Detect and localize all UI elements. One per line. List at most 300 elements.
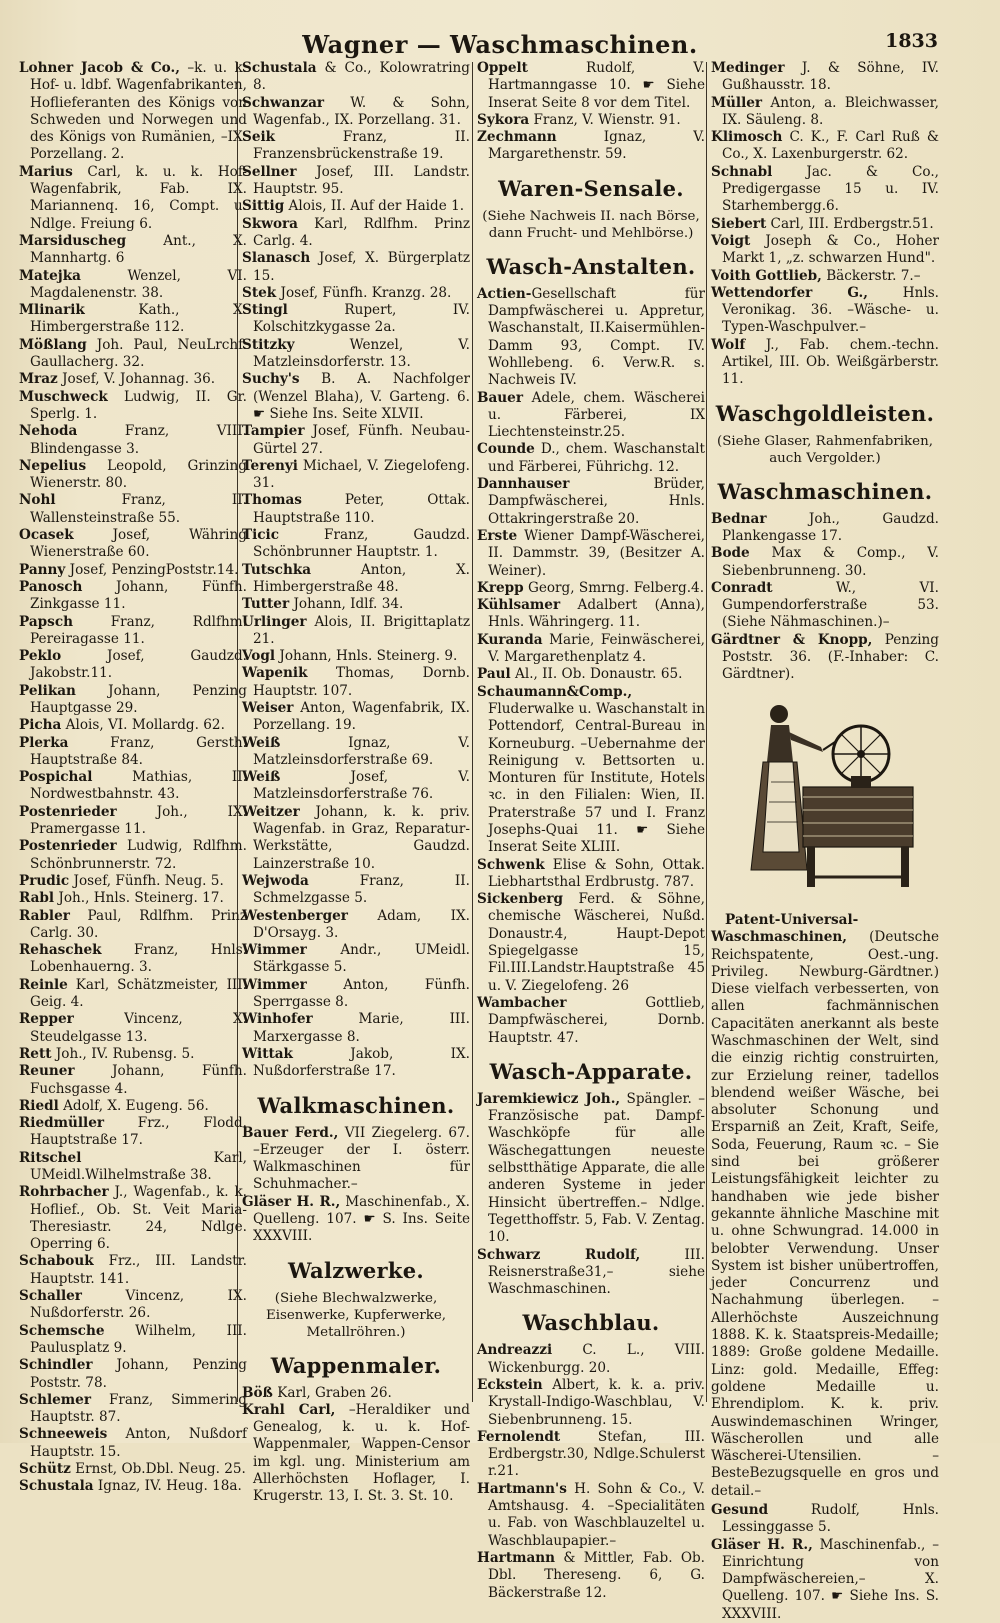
entry-details: Joseph & Co., Hoher Markt 1, „z. schwarzen Hund". (722, 232, 939, 267)
directory-entry (19, 683, 247, 718)
entry-details: Josef, Gaudzd. Jakobstr.11. (30, 648, 247, 682)
directory-entry (477, 632, 705, 667)
entry-name: Sellner (242, 163, 297, 180)
entry-details: Ant., X. Mannhartg. 6 (30, 232, 247, 267)
directory-entry (477, 390, 705, 442)
entry-name: Schabouk (19, 1253, 94, 1270)
entry-name: Gesund (711, 1502, 769, 1518)
entry-details: Franz, Simmering Hauptstr. 87. (30, 1391, 247, 1426)
entry-name: Stitzky (242, 336, 295, 353)
entry-details: H. Sohn & Co., V. Amtshausg. 4. –Specialitäten u. Fab. von Waschblauzeltel u. Waschblaupapier.– (488, 1480, 705, 1549)
entry-details: Paul, Rdlfhm. Prinz Carlg. 30. (30, 907, 247, 941)
entry-name: Ocasek (19, 527, 74, 544)
directory-entry (242, 458, 470, 493)
entry-name: Winhofer (242, 1011, 313, 1028)
directory-entry (711, 129, 939, 164)
entry-name: Westenberger (242, 907, 348, 924)
directory-entry (19, 233, 247, 268)
entry-details: Anton, Nußdorf Hauptstr. 15. (30, 1426, 247, 1460)
entry-details: Johann, Idlf. 34. (289, 596, 404, 613)
entry-details: Jakob, IX. Nußdorferstraße 17. (253, 1045, 470, 1080)
directory-entry (711, 216, 939, 233)
entry-name: Bednar (711, 510, 767, 527)
directory-entry (242, 1125, 470, 1194)
entry-name: Riedmüller (19, 1115, 105, 1132)
entry-name: Krepp (477, 579, 524, 596)
entry-name: Wimmer (242, 942, 307, 959)
entry-name: Ritschel (19, 1149, 82, 1166)
entry-details: Rupert, IV. Kolschitzkygasse 2a. (253, 302, 470, 336)
entry-details: Josef, Währing Wienerstraße 60. (30, 527, 247, 561)
directory-entry (477, 1550, 705, 1602)
advertisement-body: (Deutsche Reichspatente, Oest.-ung. Privileg. Newburg-Gärdtner.) Diese vielfach verbesserten, von allen fachmännischen Capacitäten anerkannt als beste Waschmaschinen der Welt, sind die einzig richtig construirten, zur Erzielung reiner, tadellos blendend weißer Wäsche, bei absoluter Schonung und Ersparniß an Zeit, Kraft, Seife, Soda, Feuerung, Raum ꝛc. – Sie sind bei größerer Leistungsfähigkeit leichter zu handhaben wie jede bisher gekannte ähnliche Maschine mit u. ohne Schwungrad. 14.000 in belobter Verwendung. Unser System ist bisher unübertroffen, jeder Concurrenz und Nachahmung überlegen. – Allerhöchste Auszeichnung 1888. K. k. Staatspreis-Medaille; 1889: Große goldene Medaille. Linz: gold. Medaille, Effeg: goldene Medaille u. Ehrendiplom. K. k. priv. Auswindemaschinen Wringer, Wäscherollen und alle Wäscherei-Utensilien. – BesteBezugsquelle en gros und detail.– (711, 929, 939, 1499)
entry-name: Postenrieder (19, 803, 117, 820)
entry-details: Joh., IV. Rubensg. 5. (51, 1045, 195, 1062)
entry-details: Mathias, II. Nordwestbahnstr. 43. (30, 769, 247, 803)
entry-details: Franz, Gersth. Hauptstraße 84. (30, 734, 247, 768)
entry-details: Franz, Hnls. Lobenhauerng. 3. (30, 942, 247, 976)
section-note: (Siehe Blechwalzwerke, Eisenwerke, Kupferwerke, Metallröhren.) (265, 1290, 447, 1340)
washing-machine-illustration (711, 692, 939, 897)
directory-entry (477, 684, 705, 857)
entry-details: Alois, II. Auf der Haide 1. (284, 198, 465, 215)
entry-name: Panosch (19, 578, 83, 595)
entry-name: Plerka (19, 734, 69, 751)
directory-entry (242, 95, 470, 130)
directory-entry (242, 908, 470, 943)
directory-entry (19, 1392, 247, 1427)
column-4 (711, 60, 940, 1622)
entry-details: Georg, Smrng. Felberg.4. (523, 579, 705, 596)
directory-entry (19, 769, 247, 804)
directory-entry (19, 389, 247, 424)
directory-entry (19, 1253, 247, 1288)
entry-details: Joh. Paul, NeuLrchf. Gaullacherg. 32. (30, 336, 247, 371)
entry-name: Counde (477, 441, 535, 458)
entry-name: Zechmann (477, 129, 557, 146)
entry-details: Ludwig, Rdlfhm. Schönbrunnerstr. 72. (30, 838, 247, 872)
entry-name: Slanasch (242, 250, 311, 267)
directory-entry (477, 580, 705, 597)
entry-details: –k. u. k. Hof- u. ldbf. Wagenfabrikanten, Hoflieferanten des Königs von Schweden und Norwegen und des Königs von Rumänien, –IX. Porzellang. 2. (30, 60, 248, 163)
entry-name: Bauer Ferd., (242, 1124, 339, 1141)
entry-details: Adam, IX. D'Orsayg. 3. (253, 907, 470, 941)
directory-entry (19, 1046, 247, 1063)
entry-name: Voigt (711, 232, 751, 249)
entry-details: Joh., Hnls. Steinerg. 17. (54, 890, 224, 907)
entry-details: Max & Comp., V. Siebenbrunneng. 30. (722, 545, 939, 579)
entry-name: Pospichal (19, 769, 93, 786)
entry-details: J. & Söhne, IV. Gußhausstr. 18. (722, 60, 939, 94)
entry-name: Schwarz Rudolf, (477, 1246, 641, 1263)
entry-name: Hartmann's (477, 1480, 567, 1497)
entry-details: Johann, Hnls. Steinerg. 9. (275, 648, 458, 665)
directory-entry (19, 1323, 247, 1358)
entry-details: Vincenz, X. Steudelgasse 13. (30, 1011, 247, 1045)
section-heading: Wappenmaler. (270, 1352, 442, 1378)
entry-name: Matejka (19, 267, 81, 284)
entry-details: Karl, Schätzmeister, III. Geig. 4. (30, 976, 247, 1011)
directory-entry (477, 1481, 705, 1550)
entry-name: Andreazzi (477, 1342, 553, 1359)
entry-details: W., VI. Gumpendorferstraße 53. (Siehe Nähmaschinen.)– (722, 579, 939, 631)
entry-name: Dannhauser (477, 476, 570, 493)
entry-details: Rudolf, Hnls. Lessinggasse 5. (722, 1502, 939, 1536)
directory-entry (477, 1091, 705, 1247)
directory-entry (19, 1478, 247, 1495)
entry-details: Josef, X. Bürgerplatz 15. (253, 250, 470, 284)
entry-name: Reuner (19, 1063, 75, 1080)
entry-name: Schaumann&Comp., (477, 683, 633, 700)
directory-entry (19, 717, 247, 734)
directory-entry (711, 1502, 939, 1537)
directory-entry (242, 492, 470, 527)
directory-entry (477, 857, 705, 892)
entry-details: Gottlieb, Dampfwäscherei, Dornb. Hauptstr. 47. (488, 994, 705, 1046)
entry-details: Jac. & Co., Predigergasse 15 u. IV. Starhembergg.6. (722, 163, 939, 215)
directory-entry (19, 942, 247, 977)
directory-entry (19, 1426, 247, 1461)
directory-entry (477, 112, 705, 129)
directory-entry (477, 666, 705, 683)
entry-details: Franz, II. Schmelzgasse 5. (253, 872, 470, 907)
entry-details: C. K., F. Carl Ruß & Co., X. Laxenburgerstr. 62. (722, 129, 939, 163)
entry-details: Josef, V. Matzleinsdorferstraße 76. (253, 769, 470, 803)
directory-entry (19, 579, 247, 614)
entry-details: Leopold, Grinzing Wienerstr. 80. (30, 457, 247, 492)
entry-details: Johann, k. k. priv. Wagenfab. in Graz, Reparatur-Werkstätte, Gaudzd. Lainzerstraße 10. (253, 803, 470, 872)
entry-name: Böß (242, 1384, 273, 1401)
entry-name: Medinger (711, 60, 785, 76)
entry-details: Franz, VIII. Blindengasse 3. (30, 423, 247, 457)
column-1 (19, 60, 248, 1495)
entry-name: Schwanzar (242, 94, 325, 111)
section-heading: Waschblau. (522, 1310, 660, 1336)
directory-entry (242, 769, 470, 804)
directory-entry (19, 337, 247, 372)
entry-details: –Heraldiker und Genealog, k. u. k. Hof-Wappenmaler, Wappen-Censor im kgl. ung. Ministerium am Allerhöchsten Hoflager, I. Krugerstr. 13, I. St. 3. St. 10. (253, 1401, 470, 1505)
directory-entry (19, 838, 247, 873)
entry-name: Nohl (19, 492, 56, 509)
directory-entry (19, 1357, 247, 1392)
entry-name: Tutter (242, 596, 290, 613)
entry-details: Maschinenfab., X. Quelleng. 107. ☛ S. Ins. Seite XXXVIII. (253, 1193, 470, 1245)
entry-name: Papsch (19, 613, 73, 630)
entry-details: B. A. Nachfolger (Wenzel Blaha), V. Garteng. 6. ☛ Siehe Ins. Seite XLVII. (253, 371, 470, 422)
entry-details: Anton, Fünfh. Sperrgasse 8. (253, 976, 470, 1011)
entry-details: J., Fab. chem.-techn. Artikel, III. Ob. Weißgärberstr. 11. (722, 336, 939, 388)
directory-entry (477, 1429, 705, 1481)
entry-name: Weitzer (242, 803, 300, 820)
entry-name: Repper (19, 1011, 74, 1028)
directory-entry (19, 492, 247, 527)
entry-details: Ferd. & Söhne, chemische Wäscherei, Nußd. Donaustr.4, Haupt-Depot Spiegelgasse 15, Fil.III.Landstr.Hauptstraße 45 u. V. Ziegelofeng. 26 (488, 891, 705, 994)
entry-name: Riedl (19, 1097, 59, 1114)
entry-name: Urlinger (242, 613, 307, 630)
directory-entry (711, 545, 939, 580)
section-heading: Walzwerke. (288, 1257, 424, 1283)
directory-entry (242, 942, 470, 977)
entry-name: Schütz (19, 1461, 71, 1478)
entry-details: Karl, Graben 26. (272, 1384, 392, 1401)
entry-name: Tutschka (242, 561, 312, 578)
entry-details: Gesellschaft für Dampfwäscherei u. Appretur, Waschanstalt, II.Kaisermühlen-Damm 93, Compt. IV. Wohllebeng. 6. Verw.R. s. Nachweis IV. (488, 285, 705, 389)
directory-entry (242, 596, 470, 613)
directory-entry (19, 1011, 247, 1046)
directory-entry (242, 977, 470, 1012)
entry-details: W. & Sohn, Wagenfab., IX. Porzellang. 31. (253, 94, 470, 128)
entry-name: Eckstein (477, 1377, 543, 1393)
entry-name: Schemsche (19, 1322, 105, 1339)
directory-entry (19, 873, 247, 890)
entry-name: Bauer (477, 389, 523, 406)
entry-name: Wapenik (242, 665, 308, 682)
section-heading: Walkmaschinen. (257, 1092, 455, 1118)
entry-details: Carl, k. u. k. Hof-Wagenfabrik, Fab. IX. Mariannenq. 16, Compt. u. Ndlge. Freiung 6. (30, 163, 247, 232)
directory-entry (19, 371, 247, 388)
entry-name: Wettendorfer G., (711, 284, 869, 301)
directory-entry (242, 337, 470, 372)
entry-details: Stefan, III. Erdbergstr.30, Ndlge.Schulerst r.21. (488, 1428, 705, 1480)
entry-details: Joh., Gaudzd. Plankengasse 17. (722, 510, 939, 544)
entry-details: Josef, Fünfh. Neug. 5. (69, 872, 224, 889)
entry-name: Kühlsamer (477, 597, 561, 614)
entry-name: Stingl (242, 302, 288, 319)
directory-entry (242, 562, 470, 597)
entry-details: Ignaz, V. Margarethenstr. 59. (488, 129, 705, 163)
advertisement-text (711, 912, 939, 1500)
entry-name: Tampier (242, 423, 305, 440)
directory-entry (19, 1150, 247, 1185)
entry-details: Karl, UMeidl.Wilhelmstraße 38. (30, 1149, 247, 1183)
directory-entry (477, 1377, 705, 1429)
entry-name: Siebert (711, 215, 767, 232)
directory-entry (19, 562, 247, 579)
entry-name: Gläser H. R., (711, 1536, 813, 1553)
directory-entry (711, 337, 939, 389)
directory-entry (711, 164, 939, 216)
entry-details: Josef, Fünfh. Neubau-Gürtel 27. (253, 423, 470, 457)
entry-details: Adolf, X. Eugeng. 56. (58, 1097, 209, 1114)
entry-name: Thomas (242, 492, 302, 509)
directory-entry (477, 60, 705, 112)
directory-entry (19, 1115, 247, 1150)
column-3 (477, 60, 706, 1601)
directory-entry (19, 1098, 247, 1115)
entry-name: Terenyi (242, 457, 298, 474)
entry-name: Rehaschek (19, 942, 102, 959)
section-note: (Siehe Glaser, Rahmenfabriken, auch Vergolder.) (717, 433, 933, 466)
entry-details: Wiener Dampf-Wäscherei, II. Dammstr. 39, (Besitzer A. Weiner). (488, 527, 705, 579)
directory-entry (19, 60, 247, 164)
entry-name: Muschweck (19, 388, 108, 405)
directory-entry (711, 268, 939, 285)
directory-entry (242, 648, 470, 665)
entry-name: Gläser H. R., (242, 1193, 341, 1210)
entry-details: Joh., IX. Pramergasse 11. (30, 803, 247, 838)
entry-name: Schneeweis (19, 1426, 108, 1443)
directory-entry (477, 528, 705, 580)
directory-entry (242, 250, 470, 285)
entry-name: Wejwoda (242, 872, 309, 889)
directory-entry (19, 1461, 247, 1478)
directory-entry (19, 1288, 247, 1323)
directory-entry (242, 1385, 470, 1402)
entry-name: Kuranda (477, 631, 543, 648)
entry-name: Oppelt (477, 60, 528, 76)
directory-entry (242, 1402, 470, 1506)
directory-entry (242, 285, 470, 302)
directory-entry (19, 735, 247, 770)
entry-name: Fernolendt (477, 1428, 561, 1445)
directory-entry (242, 735, 470, 770)
directory-entry (242, 371, 470, 423)
entry-name: Bode (711, 545, 750, 562)
entry-name: Marius (19, 163, 73, 180)
entry-name: Schustala (19, 1478, 94, 1495)
entry-name: Postenrieder (19, 838, 117, 855)
directory-entry (19, 648, 247, 683)
directory-entry (19, 458, 247, 493)
directory-entry (477, 995, 705, 1047)
entry-name: Sickenberg (477, 891, 564, 908)
entry-name: Schindler (19, 1357, 93, 1374)
directory-entry (477, 891, 705, 995)
directory-entry (242, 1046, 470, 1081)
column-2 (242, 60, 470, 1505)
entry-details: Bäckerstr. 7.– (821, 267, 921, 284)
entry-name: Wambacher (477, 994, 567, 1011)
entry-details: Wilhelm, III. Paulusplatz 9. (30, 1322, 247, 1356)
entry-name: Müller (711, 94, 763, 111)
entry-details: Anton, a. Bleichwasser, IX. Säuleng. 8. (722, 94, 939, 128)
entry-details: Michael, V. Ziegelofeng. 31. (253, 457, 470, 492)
entry-details: Andr., UMeidl. Stärkgasse 5. (253, 942, 470, 976)
directory-entry (19, 977, 247, 1012)
entry-details: Kath., X. Himbergerstraße 112. (30, 302, 247, 336)
directory-entry (242, 614, 470, 649)
directory-entry (711, 233, 939, 268)
directory-entry (477, 1342, 705, 1377)
directory-entry (477, 1247, 705, 1299)
entry-name: Wimmer (242, 976, 307, 993)
entry-name: Rohrbacher (19, 1184, 109, 1201)
page-number: 1833 (885, 30, 938, 52)
directory-entry (242, 302, 470, 337)
entry-details: Elise & Sohn, Ottak. Liebhartsthal Erdbrustg. 787. (488, 856, 705, 890)
directory-entry (242, 423, 470, 458)
entry-name: Paul (477, 666, 511, 683)
entry-details: Alois, VI. Mollardg. 62. (61, 717, 225, 734)
column-divider (472, 62, 473, 1402)
advertisement-title: Patent-Universal-Waschmaschinen, (711, 911, 859, 946)
entry-details: Ignaz, V. Matzleinsdorferstraße 69. (253, 734, 470, 768)
entry-details: Wenzel, V. Matzleinsdorferstr. 13. (253, 336, 470, 371)
entry-name: Wittak (242, 1045, 293, 1062)
entry-name: Prudic (19, 872, 70, 889)
entry-details: Johann, Fünfh. Zinkgasse 11. (30, 578, 247, 613)
section-heading: Waren-Sensale. (498, 175, 684, 201)
entry-details: Karl, Rdlfhm. Prinz Carlg. 4. (253, 215, 470, 249)
entry-name: Rabl (19, 890, 55, 907)
directory-entry (477, 476, 705, 528)
entry-name: Panny (19, 561, 66, 578)
entry-details: Franz, V. Wienstr. 91. (529, 111, 681, 128)
entry-name: Hartmann (477, 1549, 556, 1566)
directory-entry (19, 1184, 247, 1253)
directory-entry (242, 198, 470, 215)
entry-details: Hnls. Veronikag. 36. –Wäsche- u. Typen-Waschpulver.– (722, 284, 939, 336)
entry-name: Schaller (19, 1288, 82, 1305)
entry-name: Weiser (242, 699, 294, 716)
entry-details: Ludwig, II. Gr. Sperlg. 1. (30, 388, 247, 422)
entry-details: Carl, III. Erdbergstr.51. (766, 215, 934, 232)
entry-details: Johann, Fünfh. Fuchsgasse 4. (30, 1063, 247, 1097)
entry-name: Skwora (242, 215, 298, 232)
entry-details: Albert, k. k. a. priv. Krystall-Indigo-Waschblau, V. Siebenbrunneng. 15. (488, 1377, 705, 1428)
section-note: (Siehe Nachweis II. nach Börse, dann Frucht- und Mehlbörse.) (482, 208, 700, 241)
entry-name: Marsiduscheg (19, 232, 127, 249)
entry-details: Frz., Flodd. Hauptstraße 17. (30, 1115, 247, 1149)
entry-name: Jaremkiewicz Joh., (477, 1090, 621, 1107)
entry-details: Thomas, Dornb. Hauptstr. 107. (253, 665, 470, 699)
column-divider (706, 62, 707, 1402)
entry-details: Wenzel, VI. Magdalenenstr. 38. (30, 267, 247, 301)
directory-entry (19, 423, 247, 458)
directory-entry (477, 597, 705, 632)
entry-details: Spängler. –Französische pat. Dampf-Waschköpfe für alle Wäschegattungen neueste selbstthätige Apparate, die alle anderen Systeme in jeder Hinsicht übertreffen.– Ndlge. Tegetthoffstr. 5, Fab. V. Zentag. 10. (488, 1090, 706, 1246)
entry-details: Franz, Gaudzd. Schönbrunner Hauptstr. 1. (253, 527, 470, 561)
entry-details: Alois, II. Brigittaplatz 21. (253, 613, 470, 647)
entry-details: Marie, III. Marxergasse 8. (253, 1011, 470, 1045)
entry-name: Gärdtner & Knopp, (711, 631, 873, 648)
entry-name: Conradt (711, 579, 773, 596)
directory-entry (477, 286, 705, 390)
entry-details: Adalbert (Anna), Hnls. Währingerg. 11. (488, 597, 705, 631)
directory-entry (19, 804, 247, 839)
entry-name: Weiß (242, 734, 281, 751)
directory-entry (19, 527, 247, 562)
entry-details: Adele, chem. Wäscherei u. Färberei, IX Liechtensteinstr.25. (488, 389, 705, 441)
entry-name: Schnabl (711, 163, 773, 180)
entry-details: D., chem. Waschanstalt und Färberei, Führichg. 12. (488, 441, 705, 475)
entry-name: Mlinarik (19, 302, 85, 319)
directory-entry (711, 285, 939, 337)
entry-details: Anton, X. Himbergerstraße 48. (253, 561, 470, 595)
entry-name: Erste (477, 527, 518, 544)
entry-details: Marie, Feinwäscherei, V. Margarethenplatz 4. (488, 631, 705, 666)
entry-name: Suchy's (242, 371, 300, 388)
entry-details: Franz, Rdlfhm. Pereiragasse 11. (30, 613, 247, 647)
entry-name: Vogl (242, 648, 276, 665)
directory-entry (242, 1011, 470, 1046)
entry-details: Brüder, Dampfwäscherei, Hnls. Ottakringerstraße 20. (488, 476, 705, 527)
directory-entry (242, 60, 470, 95)
entry-details: Johann, Penzing Poststr. 78. (30, 1357, 247, 1391)
section-heading: Waschgoldleisten. (715, 400, 935, 426)
directory-entry (711, 632, 939, 684)
entry-details: III. Reisnerstraße31,– siehe Waschmaschinen. (488, 1246, 705, 1298)
directory-entry (242, 804, 470, 873)
directory-entry (477, 441, 705, 476)
entry-details: Vincenz, IX. Nußdorferstr. 26. (30, 1288, 247, 1322)
directory-entry (242, 1194, 470, 1246)
entry-details: Josef, III. Landstr. Hauptstr. 95. (253, 163, 470, 198)
entry-details: Fluderwalke u. Waschanstalt in Pottendorf, Central-Bureau in Korneuburg. –Uebernahme der Reinigung v. Bettsorten u. Monturen für Institute, Hotels ꝛc. in den Filialen: Wien, II. Praterstraße 57 und I. Franz Josephs-Quai 11. ☛ Siehe Inserat Seite XLIII. (488, 700, 705, 856)
entry-details: Maschinenfab., –Einrichtung von Dampfwäschereien,– X. Quelleng. 107. ☛ Siehe Ins. S. XXXVIII. (722, 1536, 939, 1622)
entry-details: Penzing Poststr. 36. (F.-Inhaber: C. Gärdtner). (722, 631, 940, 683)
directory-entry (19, 890, 247, 907)
